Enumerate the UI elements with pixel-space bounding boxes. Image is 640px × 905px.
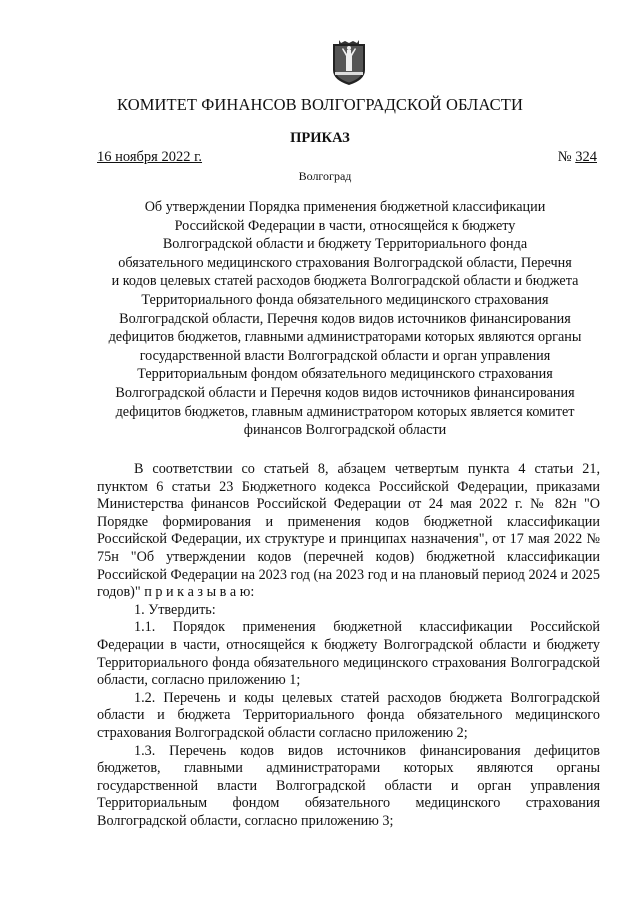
subject-line: дефицитов бюджетов, главным администратором которых является комитет — [115, 403, 575, 420]
subject-line: государственной власти Волгоградской области и орган управления — [139, 347, 551, 364]
item-1-2: 1.2. Перечень и коды целевых статей расходов бюджета Волгоградской области и бюджета Территориального фонда обязательного медицинского страхования Волгоградской области согласно приложению 2; — [97, 689, 600, 741]
volgograd-coat-of-arms-icon — [331, 38, 367, 86]
document-title: ПРИКАЗ — [290, 130, 350, 146]
subject-line: финансов Волгоградской области — [243, 422, 447, 439]
order-number-value: 324 — [575, 149, 597, 165]
order-body — [97, 461, 600, 830]
city-name: Волгоград — [298, 169, 352, 183]
subject-line: дефицитов бюджетов, главными администраторами которых являются органы — [108, 329, 582, 346]
subject-line: Российской Федерации в части, относящейся к бюджету — [174, 217, 516, 234]
subject-line: Волгоградской области и Перечня кодов видов источников финансирования — [115, 384, 575, 401]
preamble-paragraph: В соответствии со статьей 8, абзацем четвертым пункта 4 статьи 21, пунктом 6 статьи 23 Бюджетного кодекса Российской Федерации, приказами Министерства финансов Российской Федерации от 24 мая 2022 г. № 82н "О Порядке формирования и применения кодов бюджетной классификации Российской Федерации, их структуре и принципах назначения", от 17 мая 2022 № 75н "Об утверждении кодов (перечней кодов) бюджетной классификации Российской Федерации на 2023 год (на 2023 год и на плановый период 2024 и 2025 годов)" п р и к а з ы в а ю: — [97, 461, 600, 601]
subject-line: и кодов целевых статей расходов бюджета Волгоградской области и бюджета — [111, 273, 579, 290]
item-1-3: 1.3. Перечень кодов видов источников финансирования дефицитов бюджетов, главными администраторами которых являются органы государственной власти Волгоградской области и орган управления Территориальным фондом обязательного медицинского страхования Волгоградской области, согласно приложению 3; — [97, 742, 600, 829]
committee-name: КОМИТЕТ ФИНАНСОВ ВОЛГОГРАДСКОЙ ОБЛАСТИ — [117, 95, 523, 114]
order-number — [558, 149, 597, 166]
order-date: 16 ноября 2022 г. — [97, 149, 203, 165]
subject-line: Волгоградской области и бюджету Территориального фонда — [162, 236, 528, 253]
subject-line: Волгоградской области, Перечня кодов видов источников финансирования — [119, 310, 571, 327]
item-1-1: 1.1. Порядок применения бюджетной классификации Российской Федерации в части, относящейся к бюджету Волгоградской области и бюджету Территориального фонда обязательного медицинского страхования Волгоградской области, согласно приложению 1; — [97, 619, 600, 689]
order-number-prefix: № — [557, 149, 572, 165]
order-subject — [80, 198, 610, 440]
item-1: 1. Утвердить: — [134, 601, 216, 618]
subject-line: Территориального фонда обязательного медицинского страхования — [141, 291, 549, 308]
subject-line: Об утверждении Порядка применения бюджетной классификации — [144, 199, 546, 215]
subject-line: Территориальным фондом обязательного медицинского страхования — [137, 366, 553, 383]
subject-line: обязательного медицинского страхования Волгоградской области, Перечня — [118, 254, 572, 271]
